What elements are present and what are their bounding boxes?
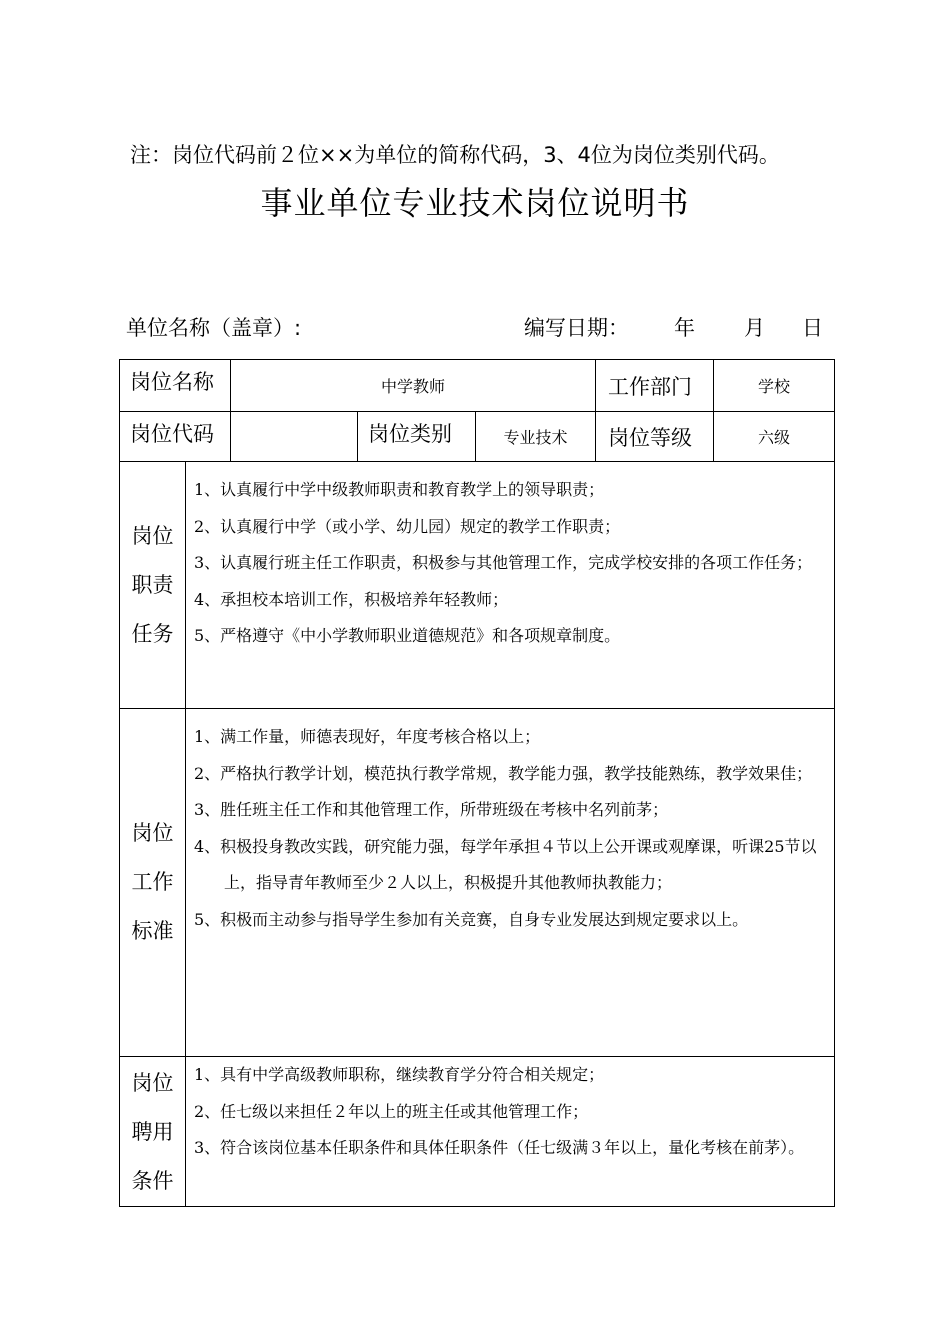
list-item: 1、认真履行中学中级教师职责和教育教学上的领导职责； (194, 480, 605, 499)
list-item: 4、承担校本培训工作，积极培养年轻教师； (194, 589, 509, 609)
list-item: 2、认真履行中学（或小学、幼儿园）规定的教学工作职责； (194, 516, 621, 536)
duties-label (120, 462, 186, 709)
document-title: 事业单位专业技术岗位说明书 (260, 184, 690, 222)
list-item: 1、满工作量，师德表现好，年度考核合格以上； (194, 727, 541, 746)
job-name-label: 岗位名称 (120, 360, 231, 412)
list-item: 5、严格遵守《中小学教师职业道德规范》和各项规章制度。 (194, 626, 621, 645)
list-item: 2、严格执行教学计划，模范执行教学常规，教学能力强，教学技能熟练，教学效果佳； (194, 763, 813, 783)
job-code-value (231, 412, 358, 462)
standards-label-line: 岗位 (131, 821, 174, 845)
conditions-label-line: 聘用 (131, 1120, 174, 1144)
table-row (120, 412, 835, 462)
duties-label-line: 任务 (131, 621, 174, 646)
list-item: 5、积极而主动参与指导学生参加有关竞赛，自身专业发展达到规定要求以上。 (194, 909, 749, 929)
table-row (120, 709, 835, 1057)
table-row (120, 462, 835, 709)
job-grade-label: 岗位等级 (596, 412, 714, 462)
list-item: 3、符合该岗位基本任职条件和具体任职条件（任七级满３年以上，量化考核在前茅）。 (194, 1138, 805, 1157)
footnote: 注：岗位代码前２位××为单位的简称代码，3、4位为岗位类别代码。 (130, 143, 780, 167)
unit-name-label: 单位名称（盖章）: (126, 316, 302, 340)
job-name-value: 中学教师 (231, 360, 596, 412)
conditions-label-line: 条件 (131, 1169, 174, 1193)
table-row (120, 360, 835, 412)
conditions-list (186, 1057, 835, 1207)
conditions-label (120, 1057, 186, 1207)
duties-label-line: 岗位 (131, 523, 174, 548)
job-category-value: 专业技术 (476, 412, 596, 462)
job-grade-value: 六级 (714, 412, 835, 462)
date-label: 编写日期： (524, 316, 629, 340)
job-category-label: 岗位类别 (358, 412, 476, 462)
year-label: 年 (674, 316, 695, 340)
department-label: 工作部门 (596, 360, 714, 412)
list-item: 4、积极投身教改实践，研究能力强，每学年承担４节以上公开课或观摩课，听课25节以上，指导青年教师至少２人以上，积极提升其他教师执教能力； (194, 836, 817, 892)
duties-list (186, 462, 835, 709)
table-row (120, 1057, 835, 1207)
conditions-label-line: 岗位 (131, 1071, 174, 1095)
day-label: 日 (802, 316, 823, 340)
standards-list (186, 709, 835, 1057)
date-line (524, 313, 823, 343)
standards-label-line: 标准 (131, 919, 174, 943)
month-label: 月 (744, 316, 765, 340)
list-item: 2、任七级以来担任２年以上的班主任或其他管理工作； (194, 1101, 589, 1121)
standards-label-line: 工作 (131, 870, 174, 894)
list-item: 3、认真履行班主任工作职责，积极参与其他管理工作，完成学校安排的各项工作任务； (194, 553, 813, 572)
duties-label-line: 职责 (131, 572, 174, 597)
job-code-label: 岗位代码 (120, 412, 231, 462)
list-item: 1、具有中学高级教师职称，继续教育学分符合相关规定； (194, 1065, 605, 1084)
standards-label (120, 709, 186, 1057)
job-description-table (119, 359, 835, 1207)
list-item: 3、胜任班主任工作和其他管理工作，所带班级在考核中名列前茅； (194, 800, 669, 819)
department-value: 学校 (714, 360, 835, 412)
